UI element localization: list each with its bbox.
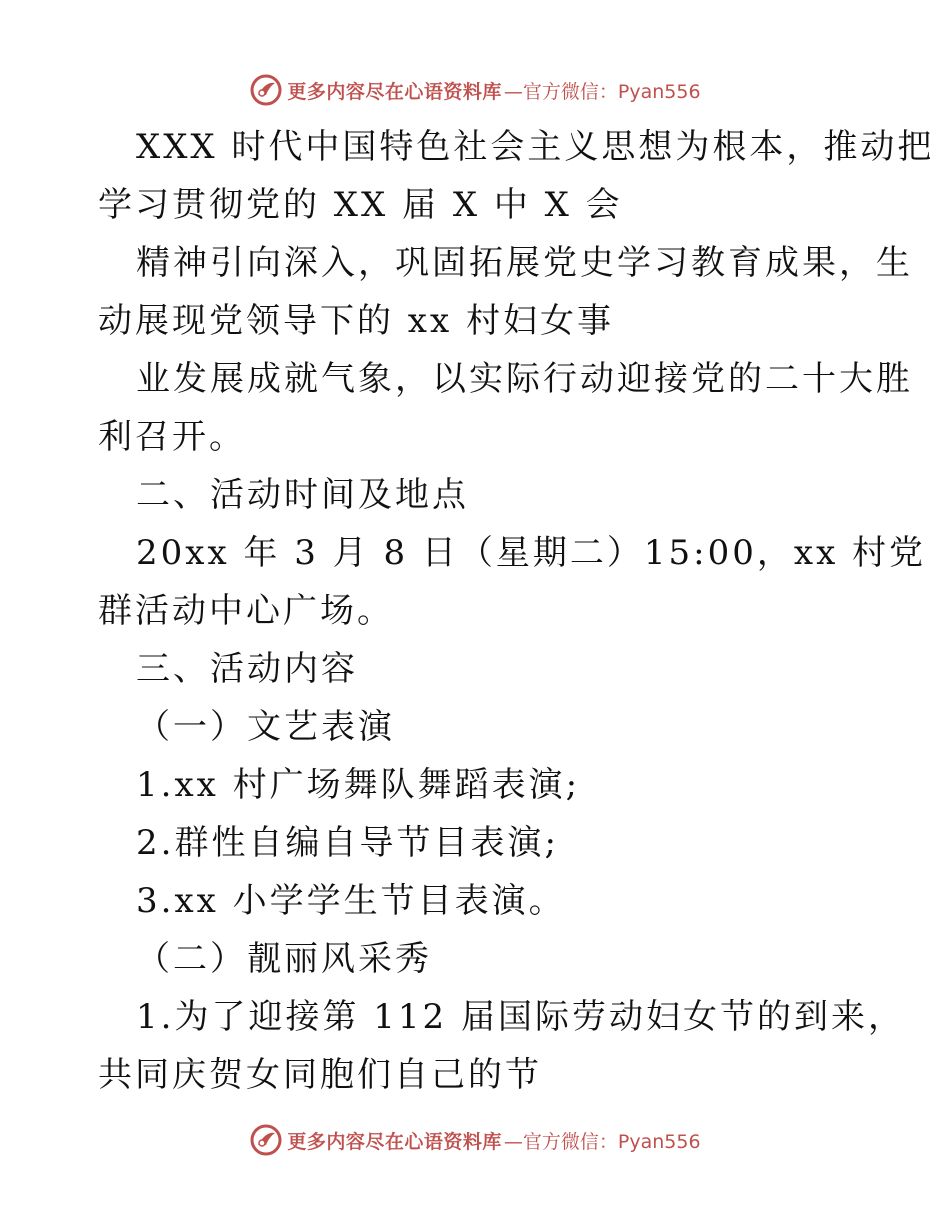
logo-icon [249, 1123, 283, 1157]
banner-text: 更多内容尽在心语资料库 [287, 1130, 502, 1153]
paragraph-line: 学习贯彻党的 XX 届 X 中 X 会 [98, 185, 623, 225]
paragraph-line: 共同庆贺女同胞们自己的节 [98, 1055, 542, 1095]
paragraph-line: 业发展成就气象，以实际行动迎接党的二十大胜 [136, 359, 913, 399]
list-item: 3.xx 小学学生节目表演。 [136, 881, 566, 921]
header-watermark-banner [0, 68, 950, 112]
footer-watermark-banner [0, 1118, 950, 1162]
paragraph-line: 精神引向深入，巩固拓展党史学习教育成果，生 [136, 243, 913, 283]
paragraph-line: 动展现党领导下的 xx 村妇女事 [98, 301, 614, 341]
subsection-heading: （一）文艺表演 [136, 707, 395, 747]
section-heading: 二、活动时间及地点 [136, 475, 469, 515]
logo-icon [249, 73, 283, 107]
paragraph-line: 利召开。 [98, 417, 246, 457]
paragraph-line: 群活动中心广场。 [98, 591, 394, 631]
paragraph-line: 20xx 年 3 月 8 日（星期二）15:00，xx 村党 [136, 533, 927, 573]
banner-suffix: —官方微信：Pyan556 [503, 80, 701, 103]
banner-text: 更多内容尽在心语资料库 [287, 80, 502, 103]
paragraph-line: XXX 时代中国特色社会主义思想为根本，推动把 [136, 127, 935, 167]
document-body [98, 118, 935, 1104]
banner-suffix: —官方微信：Pyan556 [503, 1130, 701, 1153]
list-item: 1.为了迎接第 112 届国际劳动妇女节的到来， [136, 997, 905, 1037]
subsection-heading: （二）靓丽风采秀 [136, 939, 432, 979]
section-heading: 三、活动内容 [136, 649, 358, 689]
list-item: 1.xx 村广场舞队舞蹈表演; [136, 765, 581, 805]
list-item: 2.群性自编自导节目表演; [136, 823, 559, 863]
